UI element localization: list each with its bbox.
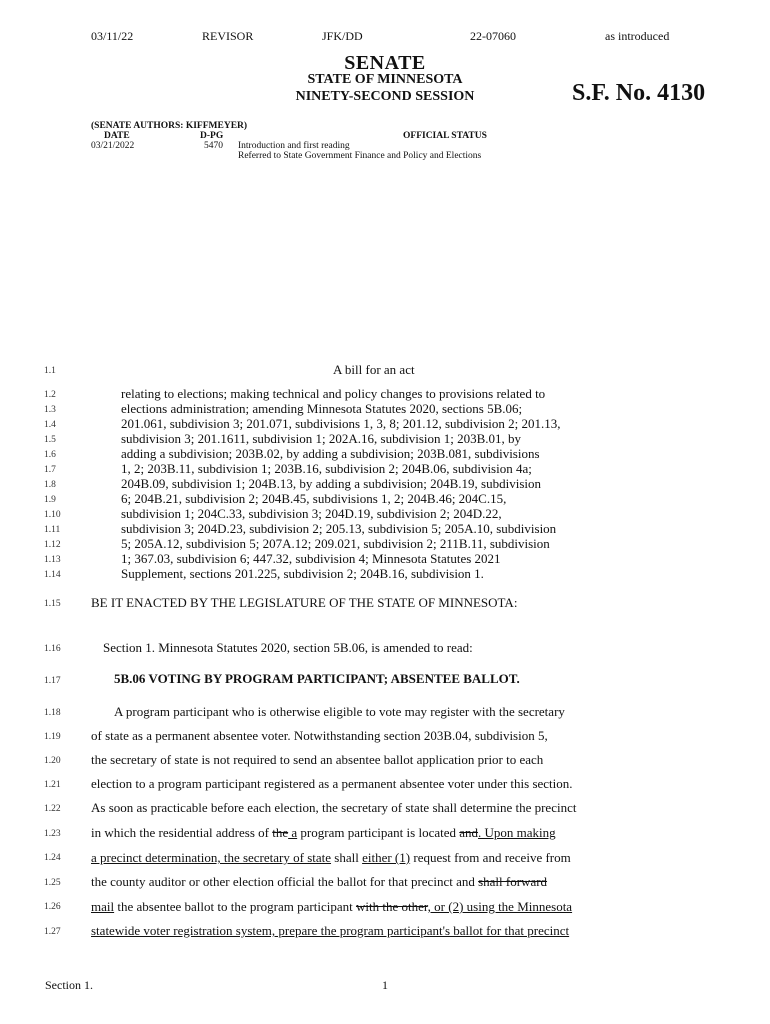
- line-number: 1.11: [44, 525, 61, 535]
- body-line: [91, 825, 556, 841]
- line-number: 1.19: [44, 732, 61, 742]
- line-number: 1.17: [44, 676, 61, 686]
- line-number: 1.10: [44, 510, 61, 520]
- description-line: 1; 367.03, subdivision 6; 447.32, subdivision 4; Minnesota Statutes 2021: [121, 551, 501, 566]
- deleted-text: and: [459, 825, 479, 840]
- inserted-text: a: [288, 825, 298, 840]
- line-number: 1.8: [44, 480, 56, 490]
- senate-title: SENATE: [344, 52, 426, 74]
- line-number: 1.4: [44, 420, 56, 430]
- description-line: subdivision 1; 204C.33, subdivision 3; 204D.19, subdivision 2; 204D.22,: [121, 506, 502, 521]
- session-title: NINETY-SECOND SESSION: [295, 89, 475, 104]
- description-line: adding a subdivision; 203B.02, by adding a subdivision; 203B.081, subdivisions: [121, 446, 540, 461]
- row-dpg: 5470: [204, 141, 223, 151]
- line-number: 1.9: [44, 495, 56, 505]
- line-number: 1.5: [44, 435, 56, 445]
- body-text: the absentee ballot to the program participant: [114, 899, 356, 914]
- section-heading: 5B.06 VOTING BY PROGRAM PARTICIPANT; ABSENTEE BALLOT.: [114, 671, 520, 686]
- body-text: shall: [331, 850, 363, 865]
- inserted-text: a precinct determination, the secretary of state: [91, 850, 332, 865]
- body-text: program participant is located: [297, 825, 460, 840]
- line-number: 1.6: [44, 450, 56, 460]
- page-number: 1: [382, 978, 388, 992]
- state-title: STATE OF MINNESOTA: [307, 72, 463, 87]
- enacting-clause: BE IT ENACTED BY THE LEGISLATURE OF THE STATE OF MINNESOTA:: [91, 595, 518, 610]
- line-number: 1.22: [44, 804, 61, 814]
- header-date: 03/11/22: [91, 29, 134, 43]
- inserted-text: , or (2) using the Minnesota: [427, 899, 573, 914]
- body-line: As soon as practicable before each election, the secretary of state shall determine the precinct: [91, 800, 577, 815]
- section-intro: Section 1. Minnesota Statutes 2020, section 5B.06, is amended to read:: [103, 640, 473, 655]
- line-number: 1.27: [44, 927, 61, 937]
- line-number: 1.26: [44, 902, 61, 912]
- inserted-text: either (1): [362, 850, 411, 865]
- body-text: the county auditor or other election official the ballot for that precinct and: [91, 874, 479, 889]
- description-line: 201.061, subdivision 3; 201.071, subdivisions 1, 3, 8; 201.12, subdivision 2; 201.13,: [121, 416, 561, 431]
- description-line: 1, 2; 203B.11, subdivision 1; 203B.16, subdivision 2; 204B.06, subdivision 4a;: [121, 461, 532, 476]
- body-line: [91, 923, 569, 939]
- deleted-text: with the other: [355, 899, 428, 914]
- line-number: 1.1: [44, 366, 56, 376]
- line-number: 1.3: [44, 405, 56, 415]
- header-revisor: REVISOR: [202, 29, 254, 43]
- inserted-text: statewide voter registration system, prepare the program participant's ballot for that precinct: [91, 923, 570, 938]
- inserted-text: mail: [91, 899, 115, 914]
- body-line: [91, 899, 572, 915]
- body-line: [91, 874, 547, 890]
- description-line: relating to elections; making technical and policy changes to provisions related to: [121, 386, 546, 401]
- body-line: of state as a permanent absentee voter. Notwithstanding section 203B.04, subdivision 5,: [91, 728, 548, 743]
- col-date: DATE: [104, 131, 130, 141]
- deleted-text: the: [272, 825, 289, 840]
- footer-section: Section 1.: [45, 978, 93, 992]
- description-line: elections administration; amending Minnesota Statutes 2020, sections 5B.06;: [121, 401, 523, 416]
- body-text: in which the residential address of: [91, 825, 273, 840]
- description-line: Supplement, sections 201.225, subdivision 2; 204B.16, subdivision 1.: [121, 566, 484, 581]
- col-official-status: OFFICIAL STATUS: [403, 131, 487, 141]
- line-number: 1.7: [44, 465, 56, 475]
- header-initials: JFK/DD: [322, 29, 363, 43]
- row-date: 03/21/2022: [91, 141, 135, 151]
- description-line: subdivision 3; 204D.23, subdivision 2; 205.13, subdivision 5; 205A.10, subdivision: [121, 521, 557, 536]
- row-status-1: Introduction and first reading: [238, 141, 350, 151]
- deleted-text: shall forward: [478, 874, 548, 889]
- line-number: 1.23: [44, 829, 61, 839]
- description-line: subdivision 3; 201.1611, subdivision 1; 202A.16, subdivision 1; 203B.01, by: [121, 431, 522, 446]
- authors-label: (SENATE AUTHORS: KIFFMEYER): [91, 121, 248, 131]
- header-doc-number: 22-07060: [470, 29, 516, 43]
- body-text: request from and receive from: [410, 850, 571, 865]
- line-number: 1.21: [44, 780, 61, 790]
- description-line: 5; 205A.12, subdivision 5; 207A.12; 209.021, subdivision 2; 211B.11, subdivision: [121, 536, 550, 551]
- line-number: 1.20: [44, 756, 61, 766]
- line-number: 1.16: [44, 644, 61, 654]
- body-line: the secretary of state is not required to send an absentee ballot application prior to each: [91, 752, 544, 767]
- line-number: 1.12: [44, 540, 61, 550]
- description-line: 6; 204B.21, subdivision 2; 204B.45, subdivisions 1, 2; 204B.46; 204C.15,: [121, 491, 507, 506]
- col-dpg: D-PG: [200, 131, 224, 141]
- line-number: 1.13: [44, 555, 61, 565]
- bill-heading: A bill for an act: [333, 362, 415, 377]
- row-status-2: Referred to State Government Finance and Policy and Elections: [238, 151, 482, 161]
- line-number: 1.14: [44, 570, 61, 580]
- body-line: A program participant who is otherwise eligible to vote may register with the secretary: [114, 704, 565, 719]
- line-number: 1.25: [44, 878, 61, 888]
- line-number: 1.18: [44, 708, 61, 718]
- file-number: S.F. No. 4130: [572, 80, 706, 106]
- line-number: 1.2: [44, 390, 56, 400]
- header-status: as introduced: [605, 29, 670, 43]
- description-line: 204B.09, subdivision 1; 204B.13, by adding a subdivision; 204B.19, subdivision: [121, 476, 541, 491]
- inserted-text: . Upon making: [478, 825, 556, 840]
- line-number: 1.15: [44, 599, 61, 609]
- body-line: election to a program participant registered as a permanent absentee voter under this section.: [91, 776, 573, 791]
- line-number: 1.24: [44, 853, 61, 863]
- body-line: [91, 850, 571, 866]
